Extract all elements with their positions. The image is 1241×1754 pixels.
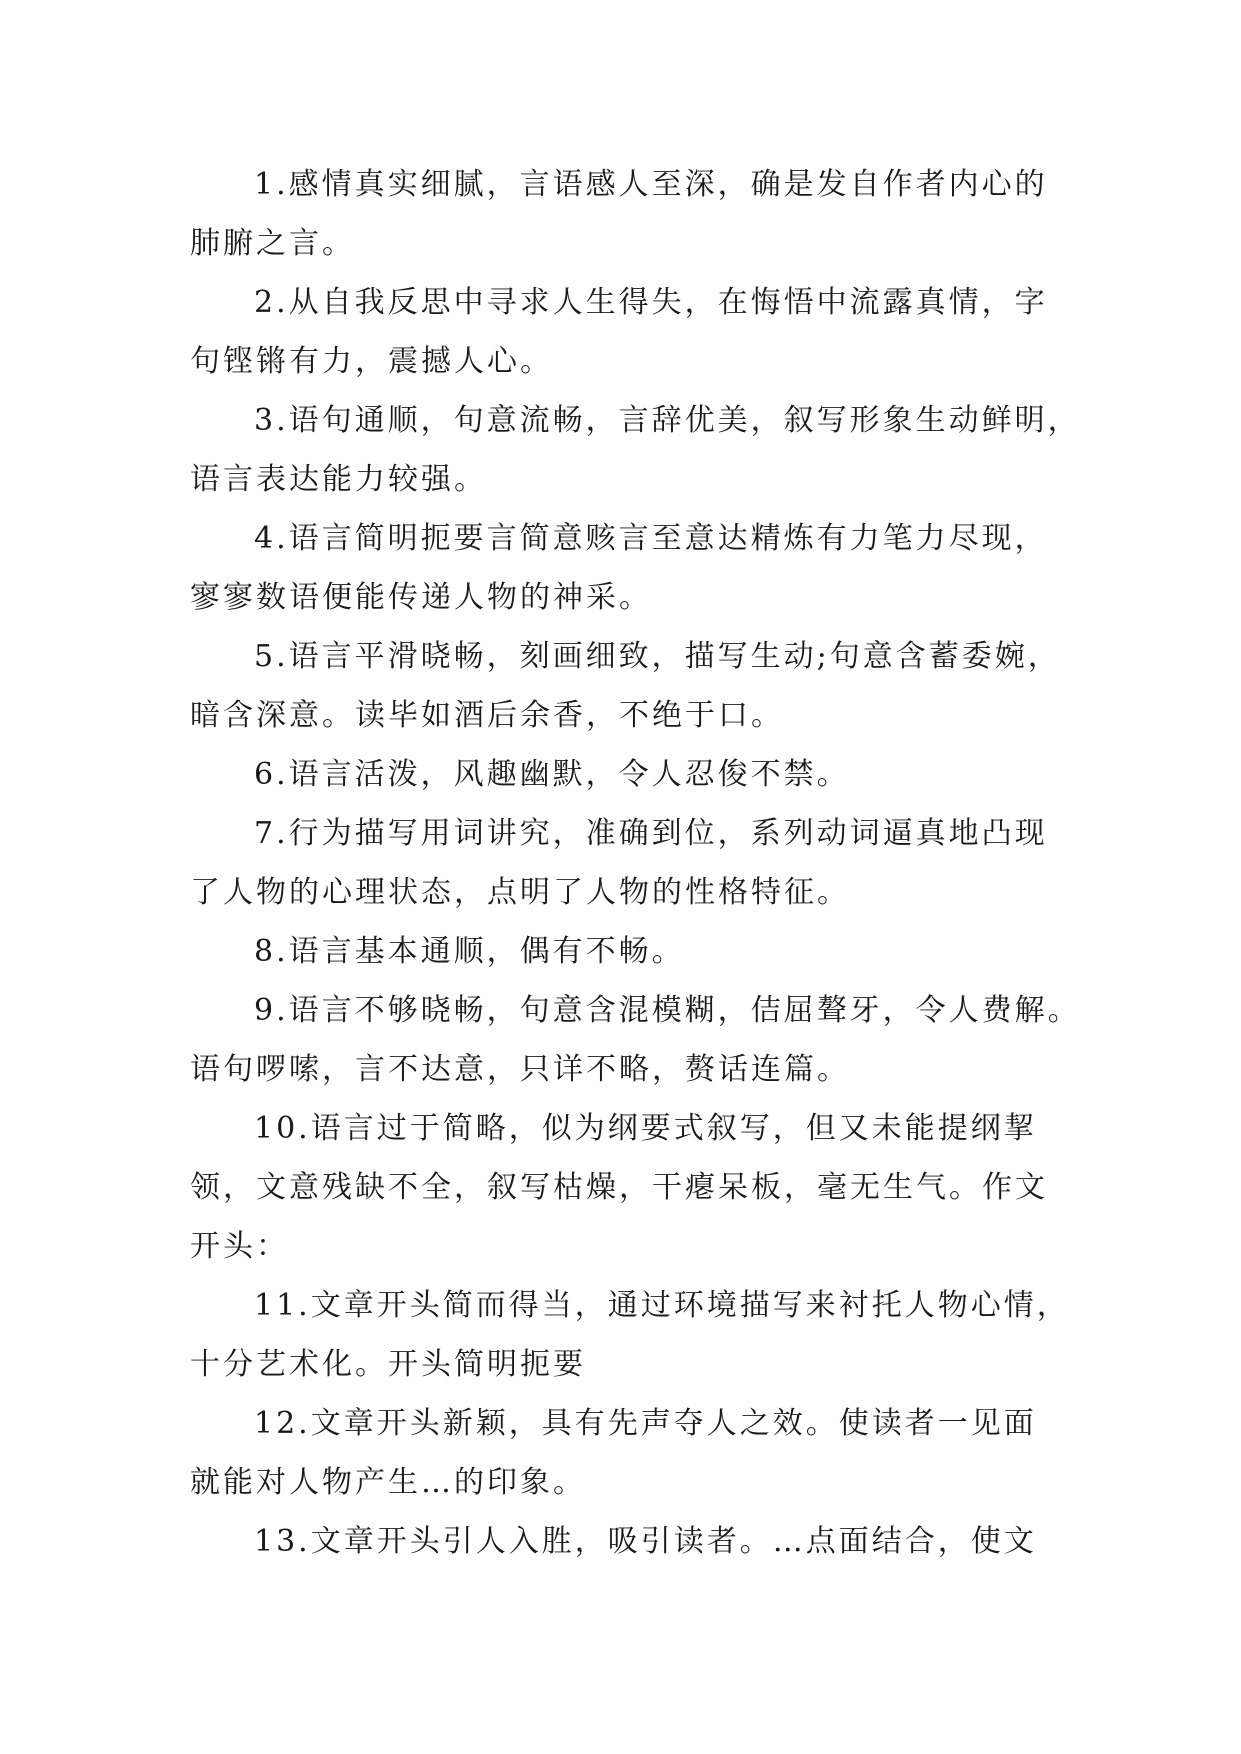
paragraph-line: 了人物的心理状态，点明了人物的性格特征。 [190, 875, 850, 910]
paragraph-line: 10.语言过于简略，似为纲要式叙写，但又未能提纲挈 [254, 1111, 1037, 1146]
paragraph-line: 12.文章开头新颖，具有先声夺人之效。使读者一见面 [254, 1406, 1037, 1441]
paragraph-13 [190, 1512, 1050, 1571]
paragraph-line: 9.语言不够晓畅，句意含混模糊，佶屈聱牙，令人费解。 [254, 993, 1081, 1028]
paragraph-6 [190, 745, 1050, 804]
paragraph-10 [190, 1099, 1050, 1276]
paragraph-line: 3.语句通顺，句意流畅，言辞优美，叙写形象生动鲜明， [254, 403, 1081, 438]
paragraph-line: 十分艺术化。开头简明扼要 [190, 1347, 586, 1382]
paragraph-line: 1.感情真实细腻，言语感人至深，确是发自作者内心的 [254, 167, 1048, 202]
paragraph-line: 暗含深意。读毕如酒后余香，不绝于口。 [190, 698, 784, 733]
paragraph-3 [190, 391, 1081, 509]
paragraph-line: 就能对人物产生…的印象。 [190, 1465, 586, 1500]
paragraph-line: 语句啰嗦，言不达意，只详不略，赘话连篇。 [190, 1052, 850, 1087]
paragraph-2 [190, 273, 1050, 391]
paragraph-9 [190, 981, 1081, 1099]
paragraph-12 [190, 1394, 1050, 1512]
paragraph-line: 句铿锵有力，震撼人心。 [190, 344, 553, 379]
paragraph-line: 4.语言简明扼要言简意赅言至意达精炼有力笔力尽现， [254, 521, 1048, 556]
paragraph-line: 2.从自我反思中寻求人生得失，在悔悟中流露真情，字 [254, 285, 1048, 320]
paragraph-line: 寥寥数语便能传递人物的神采。 [190, 580, 652, 615]
paragraph-line: 13.文章开头引人入胜，吸引读者。…点面结合，使文 [254, 1524, 1037, 1559]
paragraph-line: 语言表达能力较强。 [190, 462, 487, 497]
paragraph-line: 8.语言基本通顺，偶有不畅。 [254, 934, 685, 969]
paragraph-line: 领，文意残缺不全，叙写枯燥，干瘪呆板，毫无生气。作文 [190, 1170, 1048, 1205]
paragraph-line: 11.文章开头简而得当，通过环境描写来衬托人物心情， [254, 1288, 1070, 1323]
paragraph-8 [190, 922, 1050, 981]
document-body [190, 155, 1081, 1571]
paragraph-line: 5.语言平滑晓畅，刻画细致，描写生动;句意含蓄委婉， [254, 639, 1061, 674]
paragraph-line: 6.语言活泼，风趣幽默，令人忍俊不禁。 [254, 757, 850, 792]
paragraph-line: 开头： [190, 1229, 289, 1264]
paragraph-11 [190, 1276, 1070, 1394]
paragraph-1 [190, 155, 1050, 273]
paragraph-4 [190, 509, 1050, 627]
paragraph-line: 肺腑之言。 [190, 226, 355, 261]
paragraph-5 [190, 627, 1061, 745]
paragraph-7 [190, 804, 1050, 922]
paragraph-line: 7.行为描写用词讲究，准确到位，系列动词逼真地凸现 [254, 816, 1048, 851]
